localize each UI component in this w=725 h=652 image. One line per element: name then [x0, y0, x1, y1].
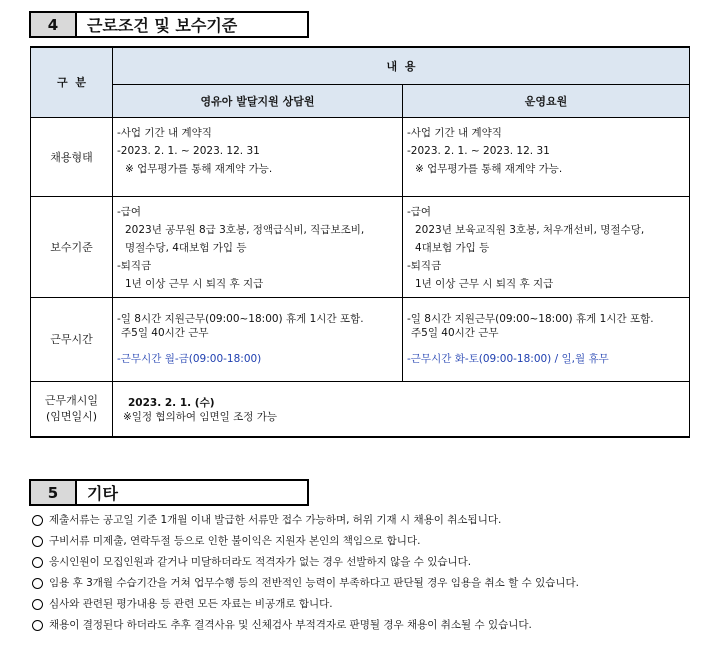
start-date: 2023. 2. 1. (수) [128, 396, 215, 409]
cell-line: -급여 [407, 205, 432, 218]
note-text: 구비서류 미제출, 연락두절 등으로 인한 불이익은 지원자 본인의 책임으로 합니다. [49, 535, 421, 547]
row-label [31, 381, 113, 437]
table-row [31, 117, 690, 196]
circle-bullet-icon [32, 557, 43, 568]
cell-line: 2023년 보육교직원 3호봉, 처우개선비, 명절수당, [415, 223, 645, 236]
list-item [30, 594, 710, 615]
start-date-cell [113, 381, 690, 437]
row-label-line: 근무개시일 [44, 393, 99, 407]
list-item [30, 573, 710, 594]
cell-line: 2023년 공무원 8급 3호봉, 정액급식비, 직급보조비, [125, 223, 365, 236]
section-4-heading [29, 11, 309, 38]
circle-bullet-icon [32, 578, 43, 589]
circle-bullet-icon [32, 515, 43, 526]
row-label-line: (임면일시) [45, 409, 98, 423]
cell-counselor [113, 117, 403, 196]
table-row [31, 381, 690, 437]
note-text: 제출서류는 공고일 기준 1개월 이내 발급한 서류만 접수 가능하며, 허위 기재 시 채용이 취소됩니다. [49, 514, 502, 526]
cell-line: 1년 이상 근무 시 퇴직 후 지급 [125, 277, 264, 290]
section-number: 4 [29, 11, 77, 38]
cell-line: 주5일 40시간 근무 [411, 326, 499, 339]
cell-line: ※ 업무평가를 통해 재계약 가능. [415, 162, 563, 175]
cell-line: 명절수당, 4대보험 가입 등 [125, 241, 247, 254]
cell-line: ※ 업무평가를 통해 재계약 가능. [125, 162, 273, 175]
cell-line: -2023. 2. 1. ~ 2023. 12. 31 [407, 144, 550, 157]
notes-list [30, 510, 710, 636]
header-operator: 운영요원 [403, 84, 690, 117]
section-title: 기타 [77, 479, 309, 506]
list-item [30, 552, 710, 573]
row-label: 보수기준 [31, 196, 113, 297]
cell-line: 4대보험 가입 등 [415, 241, 490, 254]
cell-line: -급여 [117, 205, 142, 218]
cell-line: -일 8시간 지원근무(09:00~18:00) 휴게 1시간 포함. [117, 312, 364, 325]
start-date-note: ※일정 협의하여 임면일 조정 가능 [123, 410, 278, 423]
note-text: 채용이 결정된다 하더라도 추후 결격사유 및 신체검사 부적격자로 판명될 경우 채용이 취소될 수 있습니다. [49, 619, 532, 631]
note-text: 응시인원이 모집인원과 같거나 미달하더라도 적격자가 없는 경우 선발하지 않을 수 있습니다. [49, 556, 472, 568]
section-title: 근로조건 및 보수기준 [77, 11, 309, 38]
note-text: 임용 후 3개월 수습기간을 거쳐 업무수행 등의 전반적인 능력이 부족하다고 판단될 경우 임용을 취소 할 수 있습니다. [49, 577, 579, 589]
cell-line: 1년 이상 근무 시 퇴직 후 지급 [415, 277, 554, 290]
header-content: 내 용 [113, 47, 690, 84]
note-text: 심사와 관련된 평가내용 등 관련 모든 자료는 비공개로 합니다. [49, 598, 333, 610]
list-item [30, 615, 710, 636]
table-row [31, 196, 690, 297]
circle-bullet-icon [32, 536, 43, 547]
cell-line: -일 8시간 지원근무(09:00~18:00) 휴게 1시간 포함. [407, 312, 654, 325]
cell-line: -사업 기간 내 계약직 [407, 126, 502, 139]
cell-operator [403, 196, 690, 297]
cell-line: -퇴직금 [407, 259, 442, 272]
section-number: 5 [29, 479, 77, 506]
work-hours-line: -근무시간 월-금(09:00-18:00) [117, 352, 262, 365]
row-label: 채용형태 [31, 117, 113, 196]
header-counselor: 영유아 발달지원 상담원 [113, 84, 403, 117]
row-label: 근무시간 [31, 297, 113, 381]
cell-line: -2023. 2. 1. ~ 2023. 12. 31 [117, 144, 260, 157]
table-row [31, 297, 690, 381]
work-hours-line: -근무시간 화-토(09:00-18:00) / 일,월 휴무 [407, 352, 609, 365]
cell-counselor [113, 297, 403, 381]
working-conditions-table [30, 46, 690, 438]
list-item [30, 531, 710, 552]
cell-line: -퇴직금 [117, 259, 152, 272]
cell-operator [403, 297, 690, 381]
list-item [30, 510, 710, 531]
cell-line: 주5일 40시간 근무 [121, 326, 209, 339]
circle-bullet-icon [32, 620, 43, 631]
circle-bullet-icon [32, 599, 43, 610]
cell-operator [403, 117, 690, 196]
cell-line: -사업 기간 내 계약직 [117, 126, 212, 139]
section-5-heading [29, 479, 309, 506]
cell-counselor [113, 196, 403, 297]
header-category: 구 분 [31, 47, 113, 117]
